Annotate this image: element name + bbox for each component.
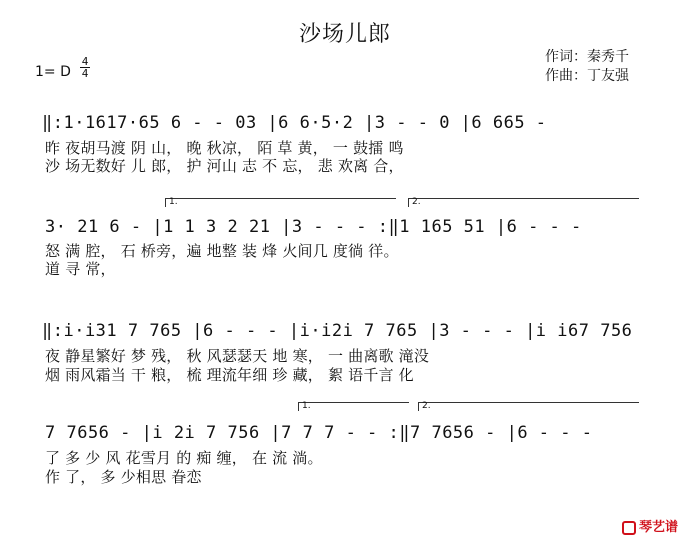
lyric-line-1-verse-1: 昨 夜胡马渡 阴 山， 晚 秋凉， 陌 草 黄， 一 鼓擂 鸣 — [45, 139, 404, 157]
page-title: 沙场儿郎 — [298, 22, 391, 47]
time-signature-top: 4 — [81, 55, 89, 68]
composer-credit: 作曲：丁友强 — [545, 68, 629, 84]
time-signature-bottom: 4 — [81, 67, 89, 80]
volta-bracket-4 — [418, 402, 639, 411]
volta-bracket-2 — [408, 198, 639, 207]
lyric-line-3-verse-2: 烟 雨风霜当 干 粮， 梳 理流年细 珍 藏， 絮 语千言 化 — [45, 366, 414, 384]
volta-bracket-3 — [298, 402, 409, 411]
volta-label-4: 2. — [422, 401, 431, 411]
notation-line-4: 7 7656 - |i 2i 7 756 |7 7 7 - - :‖7 7656 - |6 - - - — [45, 423, 593, 443]
lyricist-credit: 作词：秦秀千 — [545, 49, 629, 65]
volta-label-2: 2. — [412, 197, 421, 207]
notation-line-3: ‖:i·i31 7 765 |6 - - - |i·i2i 7 765 |3 - - - |i i67 756 — [42, 321, 633, 341]
time-signature — [80, 56, 90, 79]
watermark — [622, 516, 678, 535]
lyric-line-3-verse-1: 夜 静星繁好 梦 残， 秋 风瑟瑟天 地 寒， 一 曲离歌 滝没 — [45, 347, 430, 365]
credits — [545, 48, 629, 86]
notation-line-2: 3· 21 6 - |1 1 3 2 21 |3 - - - :‖1 165 51 |6 - - - — [45, 217, 582, 237]
lyric-line-4-verse-2: 作 了， 多 少相思 眷恋 — [45, 468, 202, 486]
watermark-text: 琴艺谱 — [638, 520, 678, 535]
key-signature: 1= D — [35, 64, 71, 80]
lyric-line-1-verse-2: 沙 场无数好 儿 郎， 护 河山 志 不 忘， 悲 欢离 合， — [45, 157, 404, 175]
lyric-line-4-verse-1: 了 多 少 风 花雪月 的 痴 缠， 在 流 淌。 — [45, 449, 323, 467]
lyric-line-2-verse-1: 怒 满 腔， 石 桥旁，遍 地整 装 烽 火间几 度徜 徉。 — [45, 242, 399, 260]
lyric-line-2-verse-2: 道 寻 常， — [45, 260, 116, 278]
volta-label-1: 1. — [169, 197, 178, 207]
volta-bracket-1 — [165, 198, 396, 207]
volta-label-3: 1. — [302, 401, 311, 411]
notation-line-1: ‖:1·1617·65 6 - - 03 |6 6·5·2 |3 - - 0 |6 665 - — [42, 113, 547, 133]
logo-icon — [622, 521, 636, 535]
